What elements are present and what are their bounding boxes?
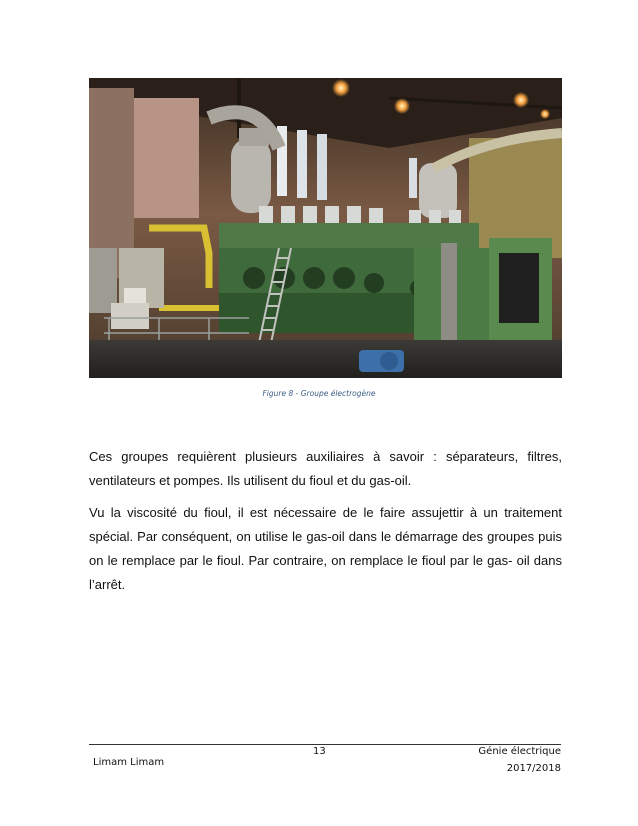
footer-department: Génie électrique [478,746,561,757]
footer-divider [89,744,561,745]
footer-year: 2017/2018 [506,763,561,774]
page-number: 13 [313,746,326,757]
paragraph-viscosity: Vu la viscosité du fioul, il est nécessaire de le faire assujettir à un traitement spécial. Par conséquent, on utilise le gas-oil dans le démarrage des groupes puis on le remplace par le fioul. Par contraire, on remplace le fioul par le gas- oil dans l’arrêt. [89,505,562,592]
paragraph-auxiliaries: Ces groupes requièrent plusieurs auxiliaires à savoir : séparateurs, filtres, ventilateurs et pompes. Ils utilisent du fioul et du gas-oil. [89,449,562,488]
generator-photo [89,78,562,378]
figure-caption: Figure 8 - Groupe électrogène [262,389,376,398]
footer-author: Limam Limam [93,757,165,768]
